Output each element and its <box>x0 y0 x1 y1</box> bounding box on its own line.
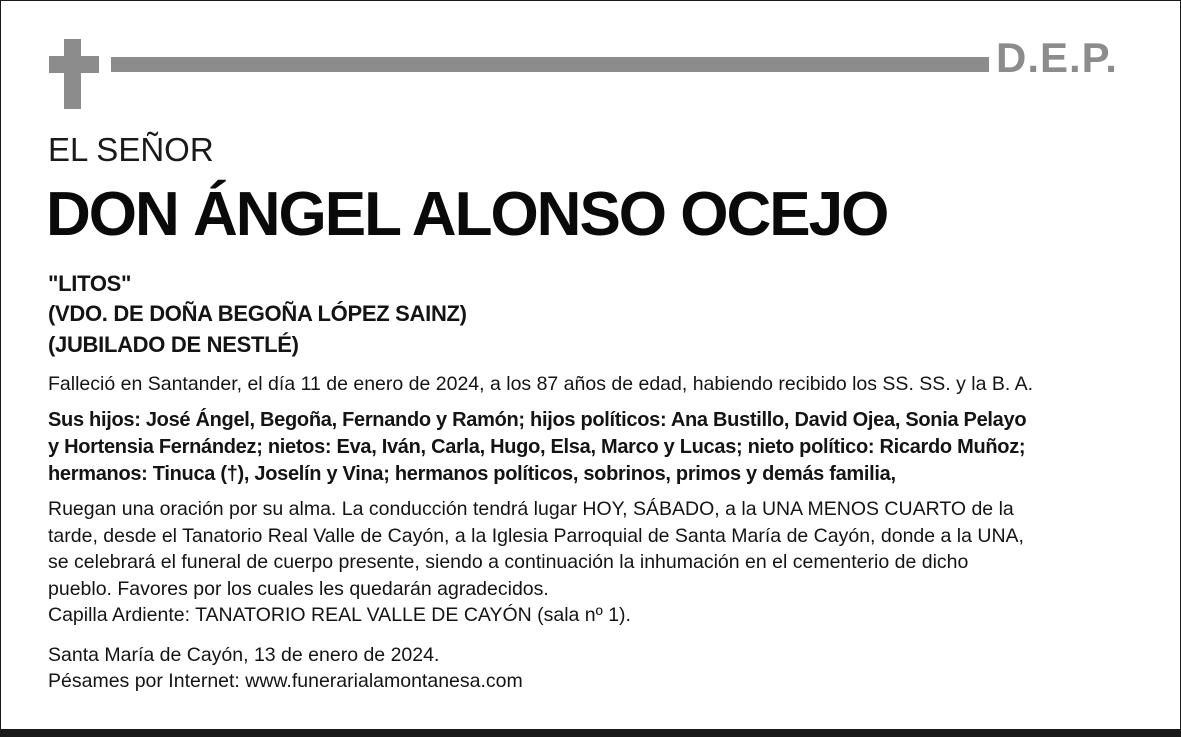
retired-note: (JUBILADO DE NESTLÉ) <box>48 332 299 357</box>
family-list <box>48 407 1138 488</box>
family-line: hermanos: Tinuca (†), Joselín y Vina; hermanos políticos, sobrinos, primos y demás familia, <box>48 463 896 485</box>
family-line: y Hortensia Fernández; nietos: Eva, Iván, Carla, Hugo, Elsa, Marco y Lucas; nieto político: Ricardo Muñoz; <box>48 436 1026 458</box>
family-line: Sus hijos: José Ángel, Begoña, Fernando y Ramón; hijos políticos: Ana Bustillo, David Ojea, Sonia Pelayo <box>48 409 1027 431</box>
death-notice: Falleció en Santander, el día 11 de enero de 2024, a los 87 años de edad, habiendo recibido los SS. SS. y la B. A. <box>48 373 1034 395</box>
cross-icon <box>64 39 81 109</box>
title-prefix: EL SEÑOR <box>48 131 214 168</box>
service-details <box>48 496 1148 629</box>
condolences-link: Pésames por Internet: www.funerarialamontanesa.com <box>48 670 523 692</box>
widower-note: (VDO. DE DOÑA BEGOÑA LÓPEZ SAINZ) <box>48 301 467 326</box>
service-line: Ruegan una oración por su alma. La conducción tendrá lugar HOY, SÁBADO, a la UNA MENOS CUARTO de la <box>48 498 1014 520</box>
service-line: tarde, desde el Tanatorio Real Valle de Cayón, a la Iglesia Parroquial de Santa María de Cayón, donde a la UNA, <box>48 524 1024 547</box>
header-rule <box>111 57 989 72</box>
nickname: "LITOS" <box>48 271 132 296</box>
place-date: Santa María de Cayón, 13 de enero de 2024. <box>48 644 440 666</box>
service-line: pueblo. Favores por los cuales les quedarán agradecidos. <box>48 577 549 600</box>
cross-icon-bar <box>49 56 99 73</box>
dep-label: D.E.P. <box>996 34 1118 81</box>
chapel-line: Capilla Ardiente: TANATORIO REAL VALLE DE CAYÓN (sala nº 1). <box>48 604 631 626</box>
service-line: se celebrará el funeral de cuerpo presente, siendo a continuación la inhumación en el cementerio de dicho <box>48 551 969 573</box>
deceased-name: DON ÁNGEL ALONSO OCEJO <box>46 180 888 249</box>
